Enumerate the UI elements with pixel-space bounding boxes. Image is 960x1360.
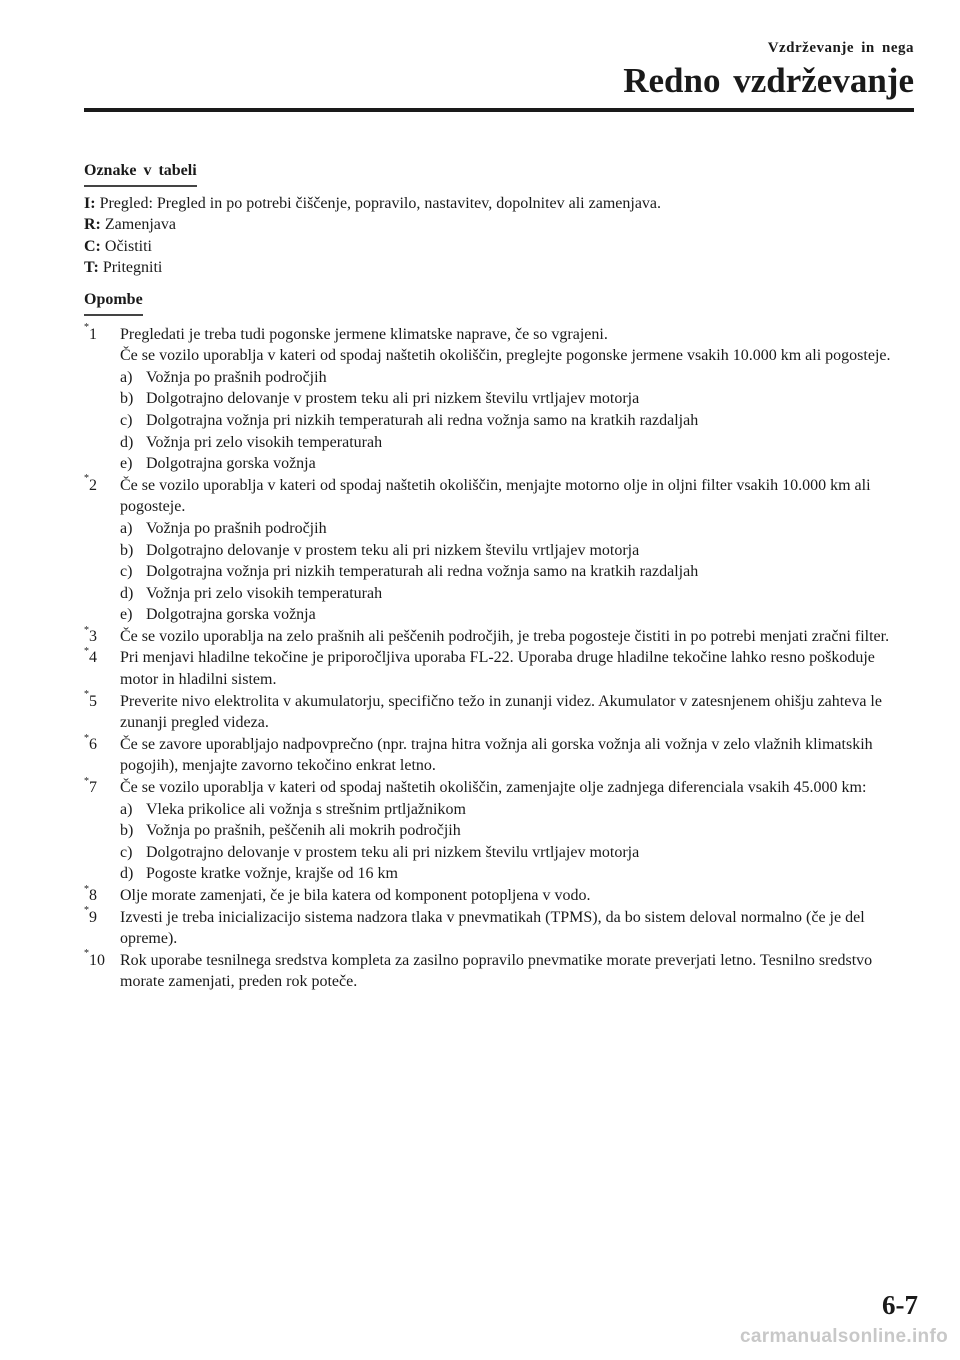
note-number (84, 777, 97, 799)
note-text: Rok uporabe tesnilnega sredstva kompleta za zasilno popravilo pnevmatike morate preverjati letno. Tesnilno sredstvo morate zamenjati, preden rok poteče. (120, 951, 873, 991)
note-item (84, 907, 914, 950)
sub-item-text: Dolgotrajno delovanje v prostem teku ali pri nizkem številu vrtljajev motorja (146, 541, 640, 559)
sub-item-letter: a) (120, 800, 133, 818)
note-text: Olje morate zamenjati, če je bila katera od komponent potopljena v vodo. (120, 887, 591, 904)
sub-item-text: Vožnja pri zelo visokih temperaturah (146, 584, 383, 602)
sub-item-text: Dolgotrajna vožnja pri nizkih temperaturah ali redna vožnja samo na kratkih razdaljah (146, 563, 699, 581)
legend-section (84, 160, 914, 279)
note-number (84, 647, 97, 669)
note-marker: * (84, 732, 89, 744)
chapter-name: Vzdrževanje in nega (767, 40, 914, 56)
note-item (84, 691, 914, 734)
note-marker: * (84, 883, 89, 895)
watermark: carmanualsonline.info (740, 1326, 948, 1347)
note-sub-item (120, 453, 914, 475)
sub-item-letter: e) (120, 606, 133, 624)
note-text: Če se vozilo uporablja v kateri od spodaj naštetih okoliščin, zamenjajte olje zadnjega diferenciala vsakih 45.000 km: (120, 779, 867, 797)
sub-item-letter: b) (120, 822, 134, 840)
sub-item-text: Vožnja po prašnih področjih (146, 368, 327, 386)
note-text: Če se vozilo uporablja v kateri od spodaj naštetih okoliščin, preglejte pogonske jermene vsakih 10.000 km ali pogosteje. (120, 347, 891, 365)
content (84, 160, 914, 993)
note-number-value: 2 (89, 476, 97, 494)
legend-item (84, 236, 914, 258)
note-number (84, 324, 97, 346)
legend-item (84, 193, 914, 215)
sub-item-letter: a) (120, 368, 133, 386)
header-rule (84, 108, 914, 112)
note-sub-item (120, 518, 914, 540)
note-number-value: 9 (89, 908, 97, 926)
note-item (84, 626, 914, 648)
note-sub-item (120, 410, 914, 432)
sub-item-text: Pogoste kratke vožnje, krajše od 16 km (146, 865, 398, 883)
legend-key: T: (84, 259, 99, 277)
sub-item-letter: c) (120, 563, 133, 581)
note-number (84, 734, 97, 756)
sub-item-text: Dolgotrajno delovanje v prostem teku ali pri nizkem številu vrtljajev motorja (146, 390, 640, 408)
note-number (84, 907, 97, 929)
page-number: 6-7 (882, 1290, 918, 1320)
note-sub-item (120, 863, 914, 885)
note-text: Preverite nivo elektrolita v akumulatorju, specifično težo in zunanji videz. Akumulator v zatesnjenem ohišju zahteva le zunanji pregled videza. (120, 692, 882, 732)
note-number-value: 7 (89, 779, 97, 797)
note-item (84, 475, 914, 626)
sub-item-letter: d) (120, 865, 134, 883)
note-sub-item (120, 583, 914, 605)
sub-item-letter: d) (120, 584, 134, 602)
sub-item-letter: c) (120, 411, 133, 429)
note-marker: * (84, 473, 89, 485)
note-sub-item (120, 367, 914, 389)
sub-item-letter: e) (120, 455, 133, 473)
sub-item-text: Dolgotrajna gorska vožnja (146, 455, 316, 473)
sub-item-text: Dolgotrajna vožnja pri nizkih temperaturah ali redna vožnja samo na kratkih razdaljah (146, 411, 699, 429)
sub-item-letter: d) (120, 433, 134, 451)
note-number-value: 10 (89, 951, 105, 969)
note-sub-item (120, 820, 914, 842)
note-number-value: 6 (89, 735, 97, 753)
notes-section (84, 289, 914, 993)
note-number-value: 3 (89, 627, 97, 645)
legend-key: I: (84, 194, 96, 212)
note-sub-item (120, 799, 914, 821)
note-number (84, 950, 105, 972)
note-text: Če se vozilo uporablja na zelo prašnih ali peščenih področjih, je treba pogosteje čistiti in po potrebi menjati zračni filter. (120, 627, 890, 645)
note-number (84, 885, 97, 907)
note-text: Izvesti je treba inicializacijo sistema nadzora tlaka v pnevmatikah (TPMS), da bo sistem deloval normalno (če je del opreme). (120, 908, 865, 948)
sub-item-text: Dolgotrajna gorska vožnja (146, 606, 316, 624)
note-marker: * (84, 905, 89, 917)
note-number (84, 475, 97, 497)
note-marker: * (84, 689, 89, 701)
sub-item-letter: a) (120, 519, 133, 537)
note-sub-item (120, 604, 914, 626)
note-sub-item (120, 432, 914, 454)
legend-text: Očistiti (104, 237, 152, 255)
note-number (84, 691, 97, 713)
sub-item-letter: c) (120, 843, 133, 861)
note-number-value: 1 (89, 325, 97, 343)
notes-list (84, 324, 914, 993)
sub-item-text: Vožnja pri zelo visokih temperaturah (146, 433, 383, 451)
note-number-value: 8 (89, 887, 97, 904)
sub-item-text: Dolgotrajno delovanje v prostem teku ali pri nizkem številu vrtljajev motorja (146, 843, 640, 861)
note-sub-item (120, 842, 914, 864)
note-text: Če se vozilo uporablja v kateri od spodaj naštetih okoliščin, menjajte motorno olje in oljni filter vsakih 10.000 km ali pogosteje. (120, 476, 871, 516)
notes-heading: Opombe (84, 289, 143, 316)
sub-item-letter: b) (120, 390, 134, 408)
legend-key: C: (84, 237, 101, 255)
note-text: Pri menjavi hladilne tekočine je priporočljiva uporaba FL-22. Uporaba druge hladilne tekočine lahko resno poškoduje motor in hladilni sistem. (120, 649, 875, 689)
sub-item-letter: b) (120, 541, 134, 559)
note-sub-item (120, 388, 914, 410)
page-title: Redno vzdrževanje (623, 61, 914, 100)
note-number-value: 4 (89, 649, 97, 667)
legend-text: Pregled: Pregled in po potrebi čiščenje, popravilo, nastavitev, dopolnitev ali zamenjava. (99, 194, 662, 212)
note-marker: * (84, 646, 89, 658)
sub-item-text: Vleka prikolice ali vožnja s strešnim prtljažnikom (146, 800, 466, 818)
note-number (84, 626, 97, 648)
note-item (84, 777, 914, 885)
note-item (84, 324, 914, 475)
note-text: Pregledati je treba tudi pogonske jermene klimatske naprave, če so vgrajeni. (120, 325, 608, 343)
page-header (84, 40, 914, 101)
legend-text: Zamenjava (104, 216, 176, 234)
sub-item-text: Vožnja po prašnih področjih (146, 519, 327, 537)
legend-text: Pritegniti (102, 259, 163, 277)
note-marker: * (84, 948, 89, 960)
note-text: Če se zavore uporabljajo nadpovprečno (npr. trajna hitra vožnja ali gorska vožnja ali vožnja v zelo vlažnih klimatskih pogojih), menjajte zavorno tekočino enkrat letno. (120, 735, 873, 775)
note-item (84, 647, 914, 690)
legend-heading: Oznake v tabeli (84, 160, 197, 187)
note-sub-item (120, 540, 914, 562)
legend-key: R: (84, 216, 101, 234)
note-marker: * (84, 322, 89, 334)
note-marker: * (84, 624, 89, 636)
note-item (84, 950, 914, 993)
note-marker: * (84, 775, 89, 787)
sub-item-text: Vožnja po prašnih, peščenih ali mokrih področjih (146, 822, 461, 840)
note-item (84, 734, 914, 777)
note-item (84, 885, 914, 907)
legend-item (84, 214, 914, 236)
legend-list (84, 193, 914, 279)
legend-item (84, 257, 914, 279)
note-number-value: 5 (89, 692, 97, 710)
note-sub-item (120, 561, 914, 583)
